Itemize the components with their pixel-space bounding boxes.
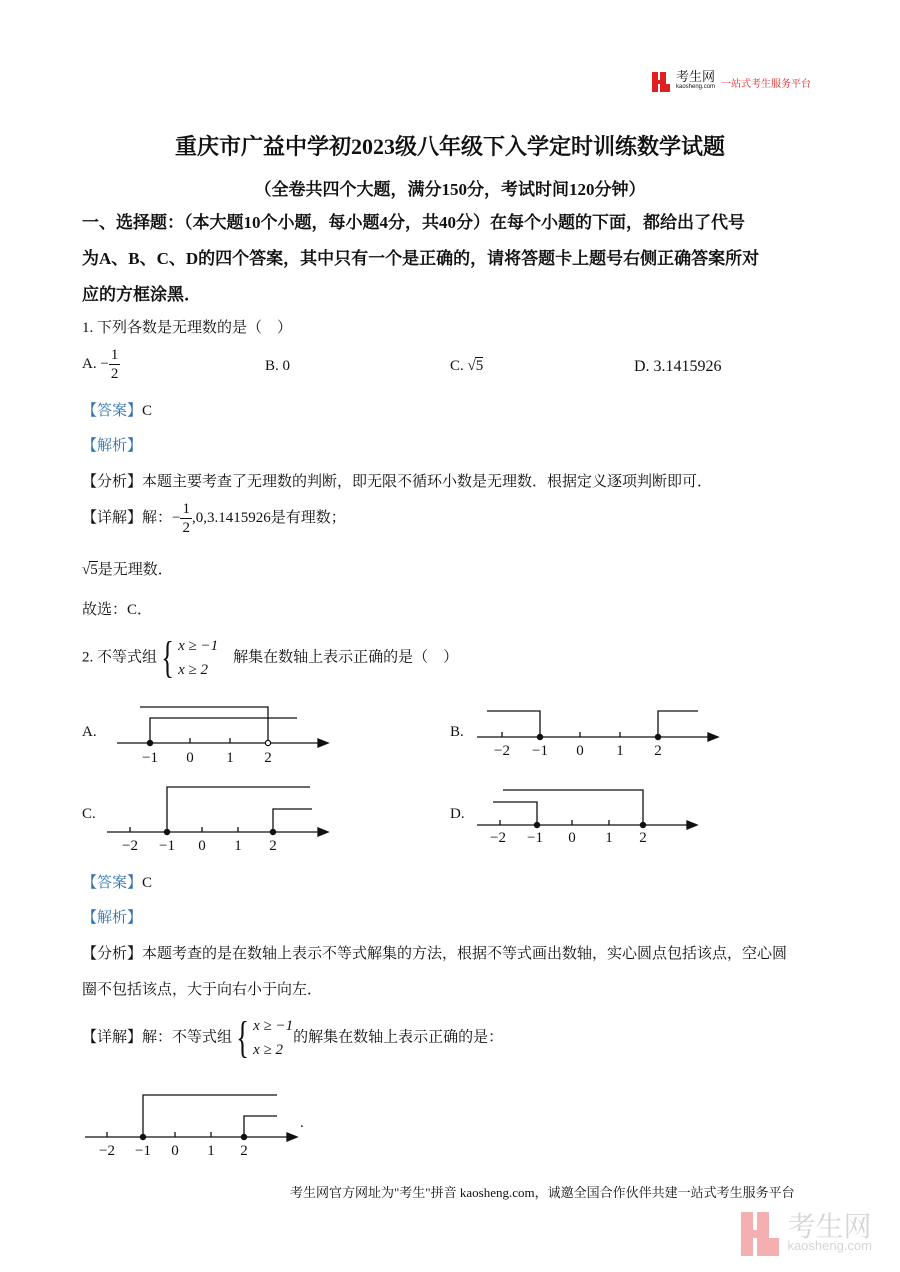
inequality: x ≥ −1 (178, 638, 219, 654)
tick-label: −1 (159, 838, 175, 854)
page-title: 重庆市广益中学初2023级八年级下入学定时训练数学试题 (174, 134, 725, 159)
number-line-d (477, 790, 697, 846)
text: 解集在数轴上表示正确的是（ ） (233, 649, 459, 666)
option-b-label: B. (450, 724, 464, 740)
conclusion: 故选：C． (82, 602, 153, 618)
page-subtitle: （全卷共四个大题，满分150分，考试时间120分钟） (254, 180, 646, 199)
numerator: 1 (182, 501, 190, 517)
answer-label: 【答案】 (82, 403, 143, 419)
section-line: 应的方框涂黑． (82, 285, 201, 304)
inequality: x ≥ −1 (253, 1018, 294, 1034)
option-a-label: A. (82, 724, 97, 740)
fenxi-label: 【分析】 (82, 474, 143, 490)
xiangjie-label: 【详解】 (82, 1029, 143, 1046)
tick-label: 0 (568, 830, 576, 846)
logo-sub: kaosheng.com (676, 84, 716, 90)
fenxi-label: 【分析】 (82, 946, 143, 962)
q1-option-b: B. 0 (265, 358, 291, 374)
numerator: 1 (110, 347, 119, 363)
tick-label: 0 (576, 743, 584, 759)
answer-label: 【答案】 (82, 875, 143, 891)
jiexi-label: 【解析】 (82, 910, 143, 926)
tick-label: 1 (226, 750, 234, 766)
tick-label: 1 (616, 743, 624, 759)
end-period: . (300, 1115, 304, 1131)
xiangjie-label: 【详解】 (82, 509, 143, 526)
tick-label: −2 (490, 830, 506, 846)
fenxi-text: 本题主要考查了无理数的判断，即无限不循环小数是无理数．根据定义逐项判断即可． (142, 474, 713, 490)
q1-stem: 1. 下列各数是无理数的是（ ） (82, 320, 293, 336)
text: 解：− (142, 509, 181, 526)
text: 是无理数． (97, 562, 173, 578)
tick-label: 2 (269, 838, 277, 854)
section-line: 为A、B、C、D的四个答案，其中只有一个是正确的，请将答题卡上题号右侧正确答案所对 (82, 249, 760, 268)
logo-text: 考生网 (676, 69, 716, 84)
section-line: 一、选择题：（本大题10个小题，每小题4分，共40分）在每个小题的下面，都给出了代号 (82, 213, 745, 232)
tick-label: −1 (527, 830, 543, 846)
answer-value: C (142, 403, 153, 419)
text: 解：不等式组 (142, 1029, 233, 1046)
tick-label: −2 (122, 838, 138, 854)
tick-label: −1 (135, 1143, 151, 1159)
tick-label: 1 (605, 830, 613, 846)
option-d-label: D. (450, 806, 465, 822)
text: 的解集在数轴上表示正确的是： (293, 1029, 504, 1046)
sqrt-sign: √ (82, 562, 91, 578)
sqrt-sign: √ (467, 358, 476, 374)
denominator: 2 (110, 366, 119, 382)
brace: { (236, 1013, 249, 1062)
watermark (741, 1212, 872, 1256)
tick-label: −2 (99, 1143, 115, 1159)
number-line-b (477, 711, 718, 759)
option-label: C. (450, 358, 464, 374)
tick-label: −1 (532, 743, 548, 759)
watermark-text: 考生网 (787, 1211, 872, 1242)
inequality: x ≥ 2 (178, 662, 209, 678)
answer-value: C (142, 875, 153, 891)
minus: − (100, 355, 109, 372)
option-label: A. (82, 355, 97, 372)
text: ,0,3.1415926是有理数； (191, 509, 346, 526)
tick-label: 1 (207, 1143, 215, 1159)
jiexi-label: 【解析】 (82, 438, 143, 454)
xiangjie-line (82, 1014, 503, 1062)
tick-label: 2 (240, 1143, 248, 1159)
kaosheng-watermark-icon (741, 1212, 781, 1256)
tick-label: 1 (234, 838, 242, 854)
tick-label: 0 (171, 1143, 179, 1159)
footer-text: 考生网官方网址为"考生"拼音 kaosheng.com，诚邀全国合作伙伴共建一站式考生服务平台 (290, 1185, 795, 1200)
inequality-system (232, 1014, 293, 1062)
text: 2. 不等式组 (82, 649, 158, 666)
tick-label: 0 (186, 750, 194, 766)
brace: { (161, 633, 174, 682)
fenxi-text: 本题考查的是在数轴上表示不等式解集的方法，根据不等式画出数轴，实心圆点包括该点，空心圆 (142, 946, 788, 962)
tick-label: −2 (494, 743, 510, 759)
radicand: 5 (475, 358, 484, 374)
tick-label: 0 (198, 838, 206, 854)
denominator: 2 (182, 520, 190, 536)
fenxi-text: 圈不包括该点，大于向右小于向左． (82, 982, 323, 998)
number-line-solution (85, 1095, 304, 1159)
number-line-a (117, 707, 328, 766)
tick-label: 2 (264, 750, 272, 766)
tick-label: 2 (639, 830, 647, 846)
tick-label: −1 (142, 750, 158, 766)
number-line-c (107, 787, 328, 854)
slogan: 一站式考生服务平台 (721, 78, 812, 90)
inequality: x ≥ 2 (253, 1042, 284, 1058)
tick-label: 2 (654, 743, 662, 759)
q1-option-d: D. 3.1415926 (634, 358, 722, 375)
radicand: 5 (90, 562, 98, 578)
option-c-label: C. (82, 806, 96, 822)
watermark-sub: kaosheng.com (787, 1238, 872, 1253)
